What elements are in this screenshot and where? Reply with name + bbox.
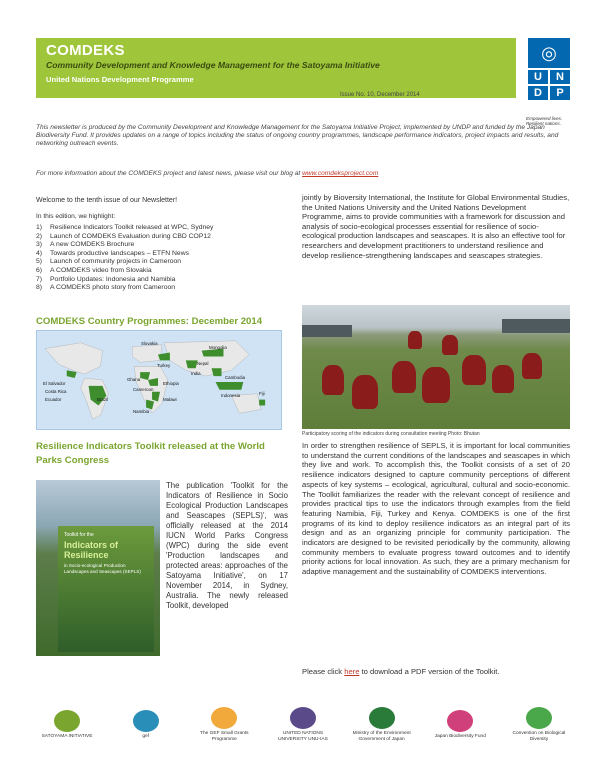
cover-small-text: Toolkit for the — [64, 532, 94, 538]
map-label: Ghana — [127, 377, 141, 382]
highlight-item — [36, 241, 288, 250]
field-photo — [302, 305, 570, 429]
article-right-top: jointly by Bioversity International, the Institute for Global Environmental Studies, the United Nations University and the United Nations Development Programme, aims to provide communities with a framework for discussion and analysis of socio-ecological processes essential for resilience of socio-ecological production landscapes and seascapes. It is also an effective tool for researchers and development practitioners to understand resilience and develop resilience-strengthening landscapes and seascapes strategies. — [302, 193, 570, 260]
download-post: to download a PDF version of the Toolkit. — [361, 667, 500, 676]
highlight-item — [36, 258, 288, 267]
toolkit-cover — [58, 526, 154, 652]
welcome-text: Welcome to the tenth issue of our Newsletter! — [36, 197, 178, 204]
highlight-number: 1) — [36, 224, 43, 231]
logo-mark-icon — [211, 707, 237, 729]
download-link[interactable]: here — [344, 667, 360, 676]
cover-subtitle: in Socio-ecological Production Landscapes and Seascapes (SEPLS) — [64, 563, 141, 574]
more-info — [36, 170, 570, 177]
partner-logo — [272, 707, 334, 742]
map-label: Fiji — [259, 391, 265, 396]
undp-logo — [526, 38, 570, 126]
highlight-number: 7) — [36, 275, 43, 283]
partner-logo — [508, 707, 570, 742]
logo-name: The GEF Small Grants Programme — [200, 731, 249, 742]
download-pre: Please click — [302, 667, 343, 676]
partner-logo — [351, 707, 413, 742]
logo-name: Convention on Biological Diversity — [512, 731, 566, 742]
logo-mark-icon — [290, 707, 316, 729]
more-info-text: For more information about the COMDEKS project and latest news, please visit our blog at — [36, 170, 301, 177]
article-title: Resilience Indicators Toolkit released at the World Parks Congress — [36, 441, 265, 466]
blog-link[interactable]: www.comdeksproject.com — [302, 170, 379, 177]
map-label: Cambodia — [225, 375, 246, 380]
highlight-number: 2) — [36, 232, 43, 240]
map-label: Ethiopia — [163, 381, 179, 386]
logo-mark-icon — [369, 707, 395, 729]
highlight-item — [36, 233, 288, 242]
partner-logos — [36, 700, 570, 750]
download-line — [302, 667, 499, 676]
highlight-item — [36, 276, 288, 285]
map-label: Ecuador — [45, 397, 62, 402]
logo-name: UNITED NATIONS UNIVERSITY UNU-IAS — [278, 731, 328, 742]
highlight-item — [36, 267, 288, 276]
logo-mark-icon — [526, 707, 552, 729]
undp-letter: U — [528, 70, 548, 84]
highlight-text: A COMDEKS photo story from Cameroon — [50, 284, 176, 292]
map-label: Costa Rica — [45, 389, 67, 394]
world-map — [36, 330, 282, 430]
photo-caption: Participatory scoring of the indicators during consultation meeting Photo: Bhutan — [302, 431, 480, 437]
map-label: Slovakia — [141, 341, 158, 346]
undp-letter: D — [528, 86, 548, 100]
header-subtitle: Community Development and Knowledge Management for the Satoyama Initiative — [46, 60, 380, 70]
undp-letter: P — [550, 86, 570, 100]
map-label: Turkey — [157, 363, 171, 368]
map-label: Namibia — [133, 409, 150, 414]
issue-number: Issue No. 10, December 2014 — [340, 92, 420, 98]
highlight-text: A new COMDEKS Brochure — [50, 241, 135, 249]
logo-name: SATOYAMA INITIATIVE — [41, 734, 93, 740]
map-label: El Salvador — [43, 381, 66, 386]
highlight-number: 4) — [36, 249, 43, 257]
map-label: Cameroon — [133, 387, 154, 392]
un-emblem-icon: ◎ — [528, 38, 570, 68]
intro-paragraph: This newsletter is produced by the Community Development and Knowledge Management for the Satoyama Initiative Project, implemented by UNDP and funded by the Japan Biodiversity Fund. It provides updates on a range of topics including the status of ongoing country programmes, landscape performance indicators, project impacts and results, and networking outreach events. — [36, 124, 559, 147]
logo-name: Ministry of the Environment Government of Japan — [352, 731, 411, 742]
cover-title: Indicators of Resilience — [64, 540, 119, 560]
logo-mark-icon — [447, 710, 473, 732]
undp-letter: N — [550, 70, 570, 84]
toolkit-cover-image — [36, 480, 160, 656]
partner-logo — [36, 710, 98, 740]
undp-tagline: Empowered lives. Resilient nations. — [526, 116, 563, 126]
highlight-number: 3) — [36, 241, 43, 249]
article-left-text: The publication 'Toolkit for the Indicators of Resilience in Socio Ecological Production Landscapes and Seascapes (SEPLS)', was officially released at the 2014 IUCN World Parks Congress (WPC) during the side event 'Production landscapes and protected areas: approaches of the Satoyama Initiative', on 17 November 2014, in Sydney, Australia. The newly released Toolkit, developed — [166, 481, 288, 610]
header-org: United Nations Development Programme — [46, 75, 194, 84]
article-right-main: In order to strengthen resilience of SEPLS, it is important for local communities to understand the current conditions of the landscapes and seascapes in which they live and work. To accomplish this, the Toolkit consists of a set of 20 resilience indicators designed to capture community perceptions of different aspects of key systems – ecological, agricultural, cultural and socio-economic. The Toolkit familiarizes the reader with the relevant concept of resilience and provides practical tips to use the indicators through examples from the field featuring Namibia, Fiji, Turkey and Kenya. COMDEKS is one of the first programs of its kind to deploy resilience indicators as an integral part of its design and as an organizing principle for community participation. The indicators are designed to be revisited periodically by the community, allowing community members to evaluate progress toward outcomes and to identify priority actions for local innovation. As such, they are a primary mechanism for adaptive management and the sustainability of COMDEKS interventions. — [302, 441, 570, 577]
highlight-number: 8) — [36, 284, 43, 292]
in-this-edition: In this edition, we highlight: — [36, 213, 116, 220]
highlight-text: Portfolio Updates: Indonesia and Namibia — [50, 275, 176, 283]
map-label: Malawi — [163, 397, 177, 402]
map-label: Brazil — [97, 397, 108, 402]
highlight-number: 5) — [36, 258, 43, 266]
highlight-text: Launch of community projects in Cameroon — [50, 258, 182, 266]
map-label: Nepal — [197, 361, 209, 366]
map-label: Indonesia — [221, 393, 241, 398]
highlight-text: Launch of COMDEKS Evaluation during CBD COP12 — [50, 232, 211, 240]
highlight-text: Resilience Indicators Toolkit released at WPC, Sydney — [50, 224, 214, 231]
highlight-number: 6) — [36, 266, 43, 274]
logo-mark-icon — [133, 710, 159, 732]
highlights-list — [36, 224, 288, 293]
logo-mark-icon — [54, 710, 80, 732]
logo-name: Japan Biodiversity Fund — [434, 734, 486, 740]
highlight-text: A COMDEKS video from Slovakia — [50, 266, 152, 274]
highlight-item — [36, 284, 288, 293]
highlight-item — [36, 250, 288, 259]
partner-logo — [429, 710, 491, 740]
partner-logo — [115, 710, 177, 740]
header-banner — [36, 38, 516, 98]
map-label: India — [191, 371, 201, 376]
country-programmes-title: COMDEKS Country Programmes: December 2014 — [36, 316, 263, 327]
highlight-item — [36, 224, 288, 233]
header-title: COMDEKS — [46, 42, 125, 59]
partner-logo — [193, 707, 255, 742]
map-label: Mongolia — [209, 345, 227, 350]
logo-name: gef — [142, 734, 149, 740]
world-map-graphic — [37, 331, 281, 429]
highlight-text: Towards productive landscapes – ETFN News — [50, 249, 190, 257]
